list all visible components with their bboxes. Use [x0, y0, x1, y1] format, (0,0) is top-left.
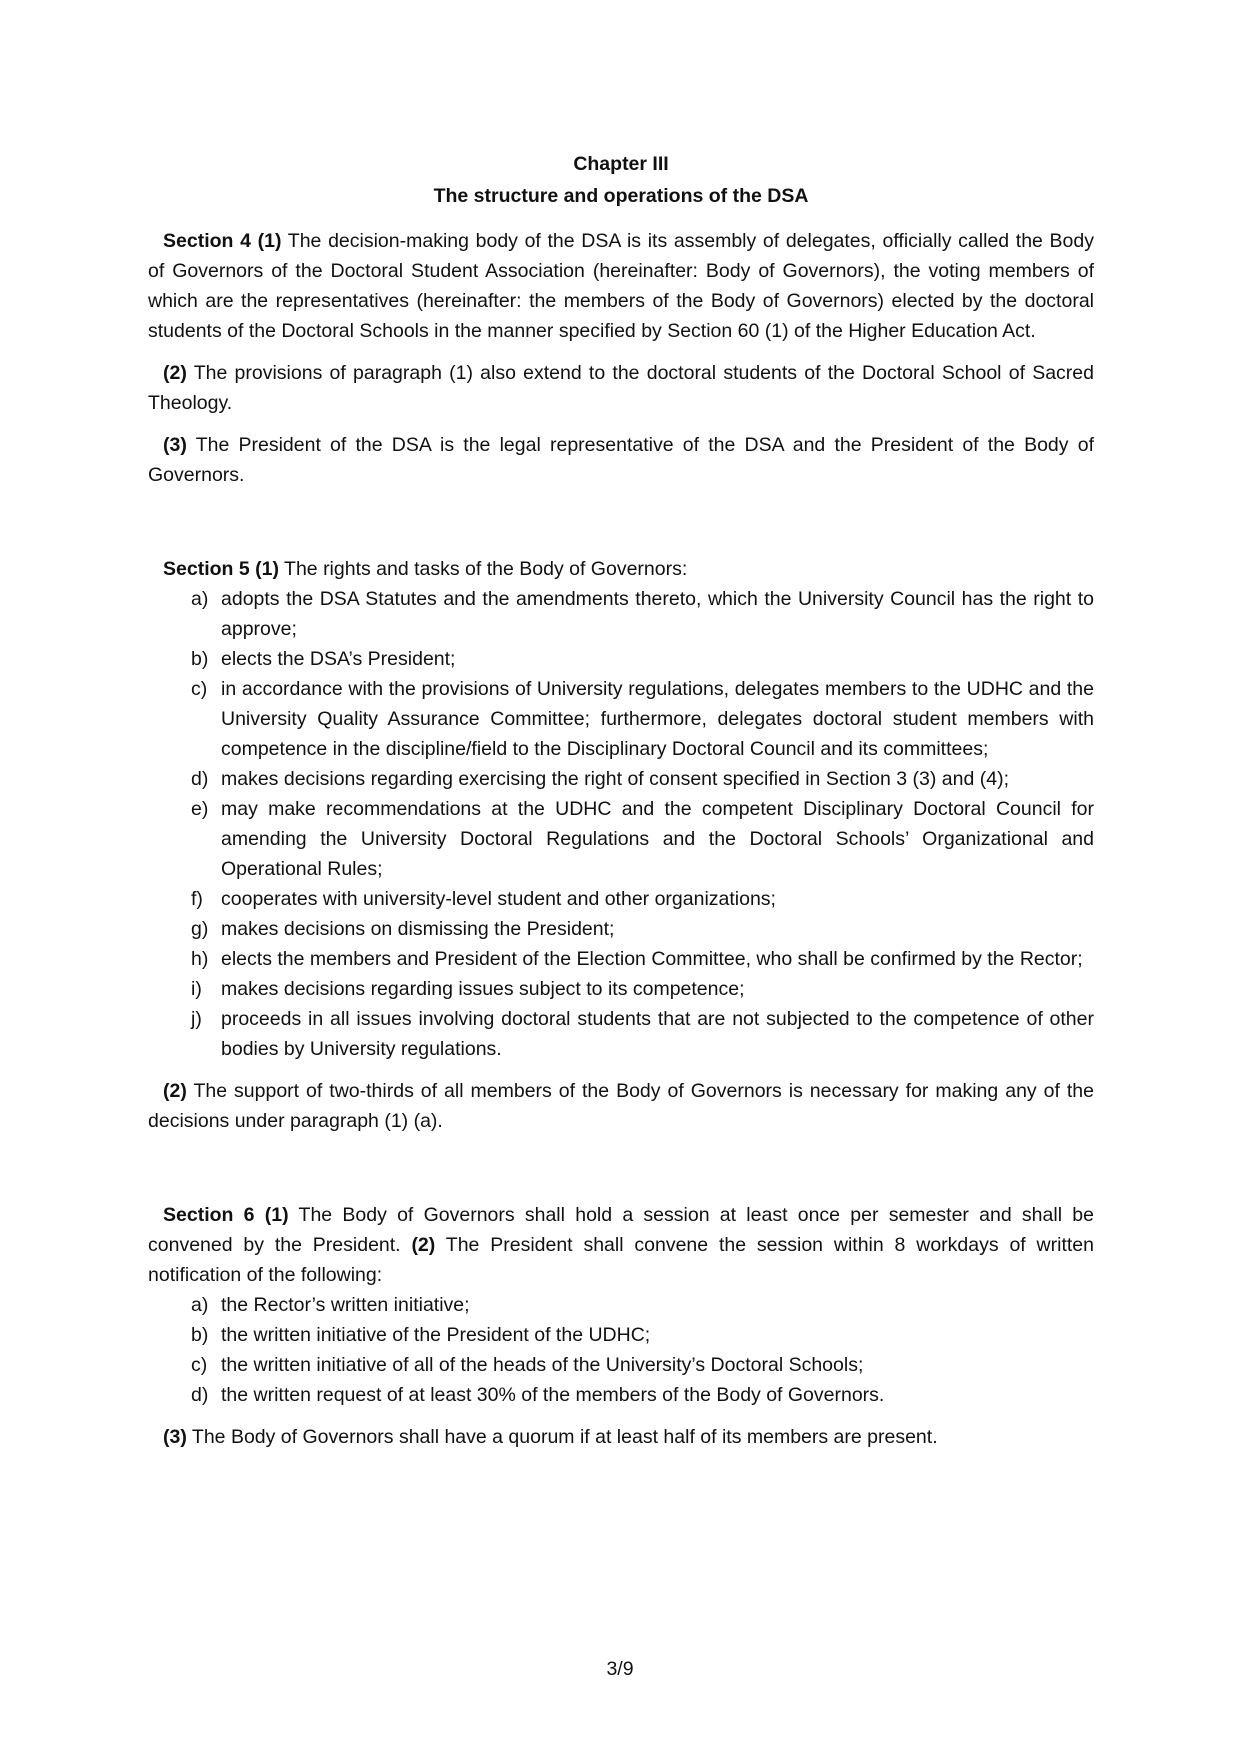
- section-5-label: Section 5: [163, 558, 250, 580]
- section-6-p2-number: (2): [411, 1234, 436, 1256]
- section-5-list: [148, 584, 1094, 1064]
- list-item: [191, 974, 1094, 1004]
- section-6-list: [148, 1290, 1094, 1410]
- list-item: [191, 584, 1094, 644]
- list-marker: f): [191, 888, 203, 910]
- list-marker: e): [191, 798, 209, 820]
- chapter-number: Chapter III: [573, 153, 669, 175]
- list-item-text: the Rector’s written initiative;: [221, 1294, 470, 1316]
- list-marker: c): [191, 1354, 208, 1376]
- section-6-p3-text: The Body of Governors shall have a quorum if at least half of its members are present.: [191, 1426, 938, 1448]
- section-4-p1-number: (1): [257, 230, 282, 252]
- section-6-p1-number: (1): [264, 1204, 289, 1226]
- section-4-p1-text: The decision-making body of the DSA is its assembly of delegates, officially called the Body of Governors of the Doctoral Student Association (hereinafter: Body of Governors), the voting members of which are the representatives (hereinafter: the members of the Body of Governors) elected by the doctoral students of the Doctoral Schools in the manner specified by Section 60 (1) of the Higher Education Act.: [148, 230, 1094, 342]
- section-gap: [148, 502, 1094, 554]
- list-item-text: adopts the DSA Statutes and the amendments thereto, which the University Council has the right to approve;: [221, 588, 1094, 640]
- list-marker: d): [191, 1384, 209, 1406]
- section-6-paragraph-3: [148, 1422, 1094, 1452]
- list-item-text: may make recommendations at the UDHC and the competent Disciplinary Doctoral Council for amending the University Doctoral Regulations and the Doctoral Schools’ Organizational and Operational Rules;: [221, 798, 1094, 880]
- page-content: [148, 148, 1094, 1464]
- page-number: 3/9: [606, 1658, 634, 1680]
- section-6-label: Section 6: [163, 1204, 255, 1226]
- list-item-text: makes decisions on dismissing the President;: [221, 918, 615, 940]
- list-item-text: the written request of at least 30% of the members of the Body of Governors.: [221, 1384, 885, 1406]
- section-5-p2-text: The support of two-thirds of all members of the Body of Governors is necessary for making any of the decisions under paragraph (1) (a).: [148, 1080, 1094, 1132]
- list-item: [191, 764, 1094, 794]
- list-item: [191, 914, 1094, 944]
- chapter-heading: [148, 148, 1094, 212]
- list-marker: b): [191, 1324, 209, 1346]
- list-marker: a): [191, 1294, 209, 1316]
- chapter-title: The structure and operations of the DSA: [433, 185, 809, 207]
- section-4-p2-text: The provisions of paragraph (1) also extend to the doctoral students of the Doctoral School of Sacred Theology.: [148, 362, 1094, 414]
- section-6-p3-number: (3): [163, 1426, 187, 1448]
- list-item-text: the written initiative of the President of the UDHC;: [221, 1324, 651, 1346]
- list-item-text: the written initiative of all of the heads of the University’s Doctoral Schools;: [221, 1354, 864, 1376]
- list-marker: d): [191, 768, 209, 790]
- list-item: [191, 1004, 1094, 1064]
- list-item-text: elects the DSA’s President;: [221, 648, 456, 670]
- list-item-text: elects the members and President of the Election Committee, who shall be confirmed by the Rector;: [221, 948, 1083, 970]
- section-5-p1-number: (1): [255, 558, 279, 580]
- list-marker: i): [191, 978, 202, 1000]
- list-item: [191, 1290, 1094, 1320]
- list-marker: a): [191, 588, 209, 610]
- list-item-text: makes decisions regarding exercising the right of consent specified in Section 3 (3) and (4);: [221, 768, 1009, 790]
- list-item: [191, 644, 1094, 674]
- list-item-text: makes decisions regarding issues subject to its competence;: [221, 978, 745, 1000]
- list-item: [191, 944, 1094, 974]
- section-4-p3-text: The President of the DSA is the legal representative of the DSA and the President of the Body of Governors.: [148, 434, 1094, 486]
- section-5-p2-number: (2): [163, 1080, 187, 1102]
- section-4-p2-number: (2): [163, 362, 187, 384]
- list-item: [191, 884, 1094, 914]
- section-gap: [148, 1148, 1094, 1200]
- section-4-paragraph-2: [148, 358, 1094, 418]
- section-4-paragraph-3: [148, 430, 1094, 490]
- list-marker: c): [191, 678, 208, 700]
- section-5-p1-text: The rights and tasks of the Body of Governors:: [284, 558, 688, 580]
- list-marker: g): [191, 918, 209, 940]
- section-6-p1-text: The Body of Governors shall hold a session at least once per semester and shall be convened by the President.: [148, 1204, 1094, 1256]
- list-item: [191, 1380, 1094, 1410]
- list-marker: j): [191, 1008, 202, 1030]
- list-marker: h): [191, 948, 209, 970]
- section-4-label: Section 4: [163, 230, 251, 252]
- list-item-text: cooperates with university-level student and other organizations;: [221, 888, 776, 910]
- list-item-text: in accordance with the provisions of University regulations, delegates members to the UDHC and the University Quality Assurance Committee; furthermore, delegates doctoral student members with competence in the discipline/field to the Disciplinary Doctoral Council and its committees;: [221, 678, 1094, 760]
- section-6-p2-text: The President shall convene the session within 8 workdays of written notification of the following:: [148, 1234, 1094, 1286]
- section-5-paragraph-1: [148, 554, 1094, 584]
- section-4-p3-number: (3): [163, 434, 187, 456]
- section-6-paragraph-1: [148, 1200, 1094, 1290]
- section-4-paragraph-1: [148, 226, 1094, 346]
- list-marker: b): [191, 648, 209, 670]
- section-5-paragraph-2: [148, 1076, 1094, 1136]
- list-item: [191, 794, 1094, 884]
- list-item-text: proceeds in all issues involving doctoral students that are not subjected to the competence of other bodies by University regulations.: [221, 1008, 1094, 1060]
- list-item: [191, 1320, 1094, 1350]
- list-item: [191, 1350, 1094, 1380]
- list-item: [191, 674, 1094, 764]
